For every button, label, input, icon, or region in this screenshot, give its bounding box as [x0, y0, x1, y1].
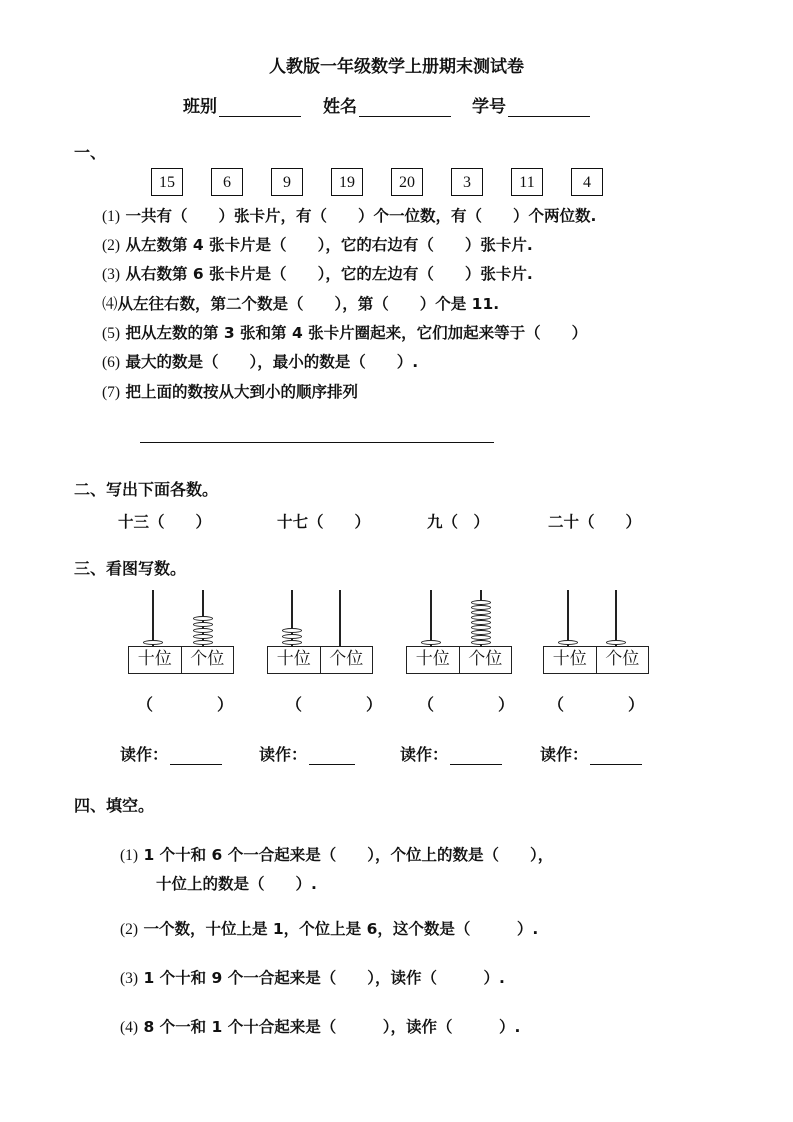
read-as-3: 读作： — [400, 742, 502, 765]
question-1-3: (3) 从右数第 6 张卡片是（ ），它的左边有（ ）张卡片. — [102, 265, 533, 283]
class-field — [183, 92, 301, 117]
question-1-5: (5) 把从左数的第 3 张和第 4 张卡片圈起来，它们加起来等于（ ） — [102, 324, 588, 342]
tens-rod — [430, 590, 432, 646]
bead — [193, 622, 213, 627]
question-1-2: (2) 从左数第 4 张卡片是（ ），它的右边有（ ）张卡片. — [102, 236, 533, 254]
number-card: 15 — [151, 168, 183, 196]
read-as-line[interactable] — [309, 746, 355, 765]
bead — [471, 605, 491, 610]
number-card: 20 — [391, 168, 423, 196]
tens-rod — [567, 590, 569, 646]
number-card: 11 — [511, 168, 543, 196]
abacus-diagram — [128, 590, 234, 680]
bead — [193, 634, 213, 639]
place-value-label: 十位 个位 — [543, 646, 649, 674]
ones-rod — [339, 590, 341, 646]
write-number-4: 二十（ ） — [548, 513, 642, 531]
bead — [606, 640, 626, 645]
write-number-1: 十三（ ） — [118, 513, 212, 531]
bead — [471, 635, 491, 640]
class-label: 班别 — [183, 97, 217, 117]
number-card: 4 — [571, 168, 603, 196]
bead — [421, 640, 441, 645]
bead — [143, 640, 163, 645]
ordering-answer-line[interactable] — [140, 442, 494, 443]
question-1-6: (6) 最大的数是（ ），最小的数是（ ）. — [102, 353, 419, 371]
number-card: 3 — [451, 168, 483, 196]
id-field — [472, 92, 590, 117]
read-as-line[interactable] — [590, 746, 642, 765]
abacus-answer-1[interactable]: （ ） — [137, 695, 234, 714]
section1-heading: 一、 — [74, 143, 107, 162]
question-1-4: ⑷从左往右数，第二个数是（ ），第（ ）个是 11. — [102, 295, 500, 313]
number-card: 6 — [211, 168, 243, 196]
bead — [471, 640, 491, 645]
question-1-1: (1) 一共有（ ）张卡片，有（ ）个一位数，有（ ）个两位数. — [102, 207, 597, 225]
section3-heading: 三、看图写数。 — [74, 559, 187, 578]
place-value-label: 十位 个位 — [406, 646, 512, 674]
question-4-2: (2) 一个数，十位上是 1，个位上是 6，这个数是（ ）. — [120, 920, 539, 938]
name-label: 姓名 — [323, 97, 357, 117]
read-as-line[interactable] — [170, 746, 222, 765]
number-card: 9 — [271, 168, 303, 196]
bead — [282, 628, 302, 633]
bead — [471, 600, 491, 605]
place-value-label: 十位 个位 — [267, 646, 373, 674]
question-4-3: (3) 1 个十和 9 个一合起来是（ ），读作（ ）. — [120, 969, 505, 987]
section2-heading: 二、写出下面各数。 — [74, 480, 219, 499]
bead — [193, 628, 213, 633]
bead — [282, 634, 302, 639]
bead — [471, 630, 491, 635]
bead — [471, 620, 491, 625]
abacus-diagram — [406, 590, 512, 680]
write-number-3: 九（ ） — [427, 513, 490, 531]
name-input-line[interactable] — [359, 98, 451, 117]
id-input-line[interactable] — [508, 98, 590, 117]
abacus-answer-3[interactable]: （ ） — [418, 695, 515, 714]
abacus-diagram — [543, 590, 649, 680]
question-4-4: (4) 8 个一和 1 个十合起来是（ ），读作（ ）. — [120, 1018, 521, 1036]
bead — [471, 625, 491, 630]
write-number-2: 十七（ ） — [277, 513, 371, 531]
class-input-line[interactable] — [219, 98, 301, 117]
abacus-diagram — [267, 590, 373, 680]
read-as-2: 读作： — [259, 742, 355, 765]
bead — [193, 616, 213, 621]
bead — [193, 640, 213, 645]
question-4-1: (1) 1 个十和 6 个一合起来是（ ），个位上的数是（ ）， — [120, 846, 554, 864]
read-as-line[interactable] — [450, 746, 502, 765]
bead — [471, 610, 491, 615]
ones-rod — [615, 590, 617, 646]
abacus-answer-2[interactable]: （ ） — [286, 695, 383, 714]
abacus-answer-4[interactable]: （ ） — [548, 695, 645, 714]
read-as-4: 读作： — [540, 742, 642, 765]
question-4-1-cont: 十位上的数是（ ）. — [156, 875, 317, 893]
bead — [471, 615, 491, 620]
bead — [282, 640, 302, 645]
id-label: 学号 — [472, 97, 506, 117]
read-as-1: 读作： — [120, 742, 222, 765]
bead — [558, 640, 578, 645]
question-1-7: (7) 把上面的数按从大到小的顺序排列 — [102, 383, 358, 401]
place-value-label: 十位 个位 — [128, 646, 234, 674]
name-field — [323, 92, 451, 117]
page-title: 人教版一年级数学上册期末测试卷 — [269, 57, 524, 77]
section4-heading: 四、填空。 — [74, 796, 155, 815]
tens-rod — [152, 590, 154, 646]
number-card: 19 — [331, 168, 363, 196]
